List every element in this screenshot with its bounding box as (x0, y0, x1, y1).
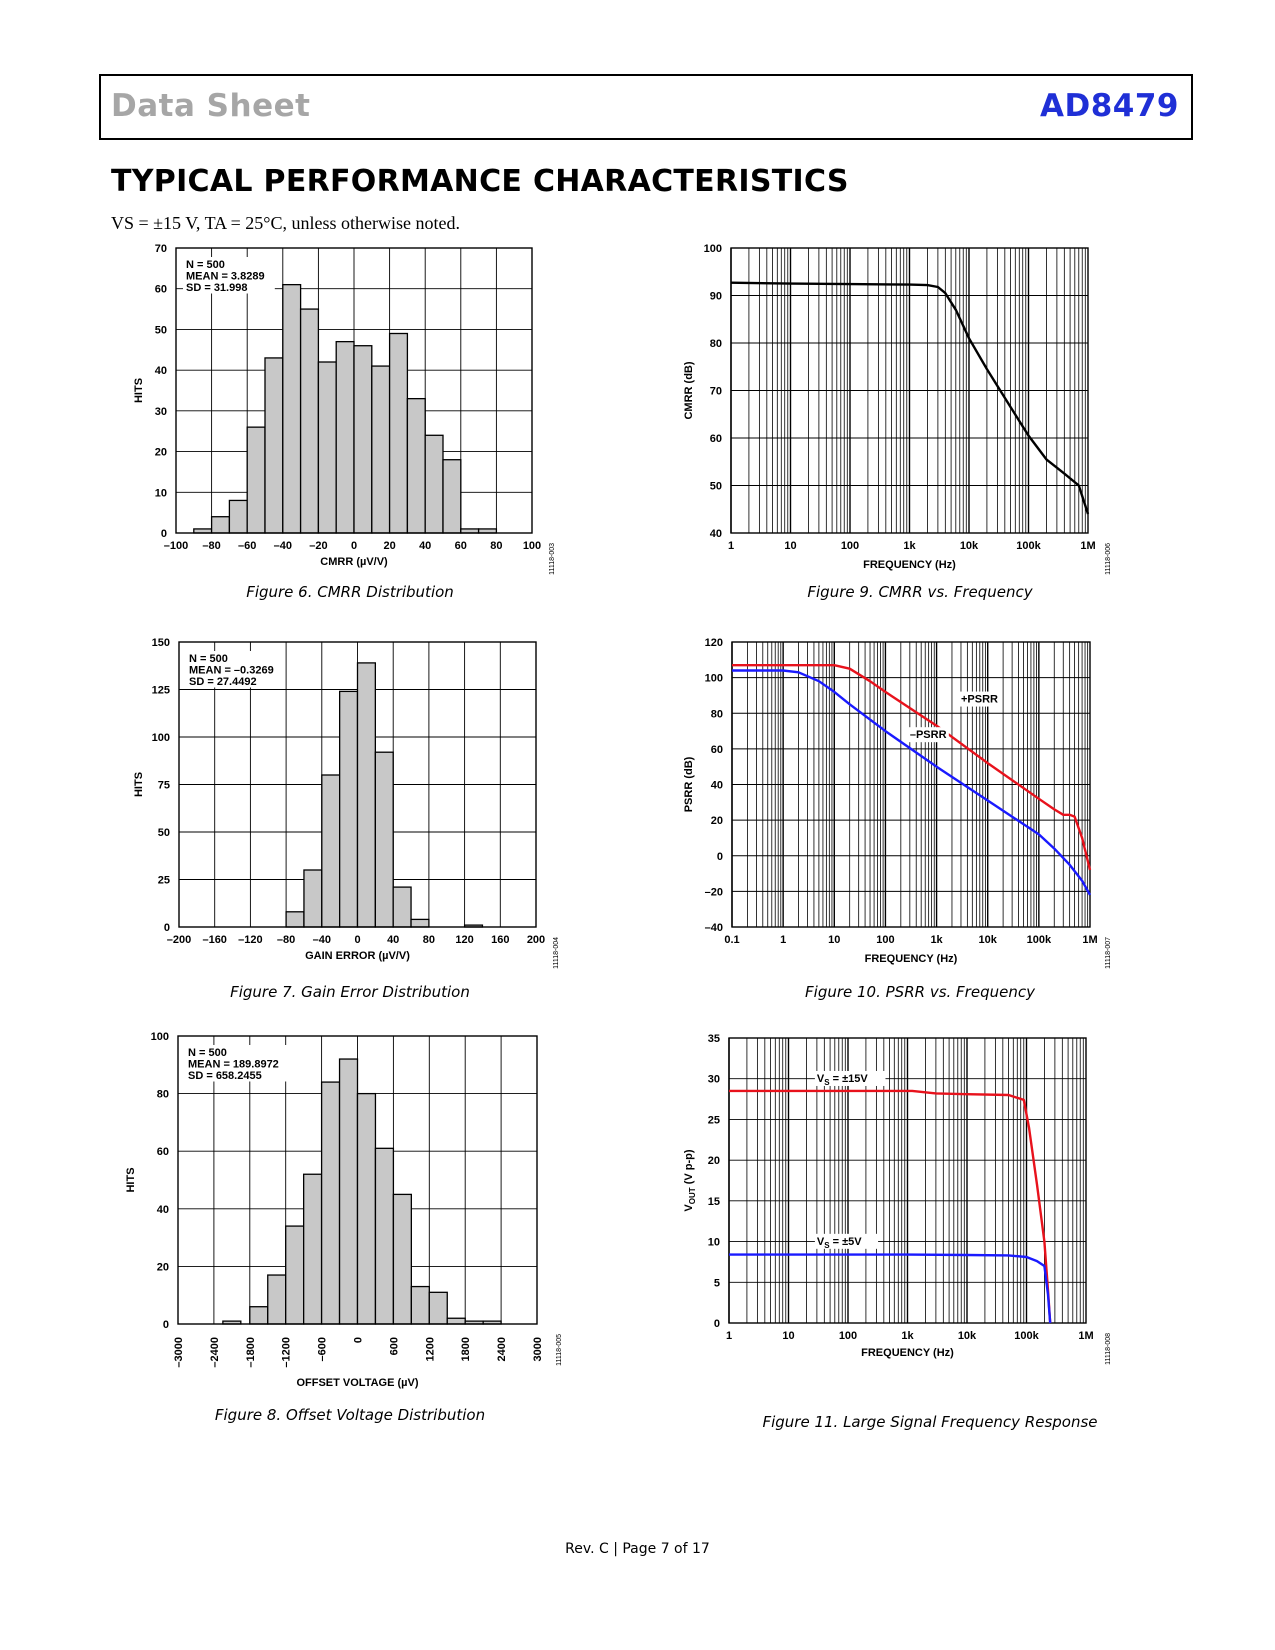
x-axis-label: FREQUENCY (Hz) (864, 953, 958, 965)
x-tick-label: –1800 (244, 1337, 257, 1368)
y-tick-label: 15 (707, 1195, 720, 1208)
bar (340, 691, 358, 927)
x-tick-label: 100 (522, 540, 542, 552)
x-tick-label: 1M (1080, 540, 1096, 552)
bar (375, 1148, 393, 1324)
y-tick-label: 20 (710, 815, 723, 828)
annotation-text: SD = 27.4492 (189, 676, 257, 688)
x-tick-label: 1k (901, 1330, 914, 1342)
x-tick-label: –600 (316, 1337, 329, 1362)
grid-lines (732, 642, 1090, 927)
x-axis-label: FREQUENCY (Hz) (861, 1347, 954, 1359)
y-tick-label: 30 (707, 1073, 720, 1086)
y-tick-label: –20 (704, 886, 723, 899)
y-tick-label: 40 (710, 779, 723, 792)
bar (447, 1318, 465, 1324)
y-tick-label: 35 (707, 1033, 720, 1045)
figure-id: 11118-005 (556, 1334, 563, 1366)
bar (390, 334, 408, 534)
x-tick-label: –3000 (173, 1337, 185, 1368)
bar (265, 358, 283, 533)
bar (322, 775, 340, 927)
chart-gain-error-distribution (130, 634, 570, 974)
bar (322, 1082, 340, 1324)
x-tick-label: 40 (387, 934, 400, 946)
y-tick-label: 10 (707, 1236, 720, 1249)
y-tick-label: 0 (162, 1319, 169, 1331)
x-tick-label: –80 (202, 540, 221, 552)
y-axis-label: $V_{OUT}$ (V p-p) (683, 1149, 697, 1212)
y-tick-label: 50 (157, 827, 170, 839)
y-tick-label: 100 (150, 1031, 169, 1043)
y-tick-label: 60 (156, 1146, 169, 1159)
x-tick-label: 100k (1026, 934, 1052, 946)
chart-large-signal-frequency-response (680, 1030, 1150, 1370)
series-label-plus-psrr: +PSRR (960, 693, 998, 706)
caption-fig9: Figure 9. CMRR vs. Frequency (807, 583, 1033, 601)
x-axis-label: FREQUENCY (Hz) (863, 559, 956, 571)
section-title: TYPICAL PERFORMANCE CHARACTERISTICS (111, 164, 849, 199)
x-axis-label: CMRR (µV/V) (320, 556, 388, 568)
x-tick-label: 100 (838, 1330, 858, 1342)
y-tick-label: 20 (707, 1155, 720, 1168)
annotation-text: MEAN = –0.3269 (189, 664, 274, 677)
y-tick-label: 20 (154, 446, 167, 459)
x-axis-label: GAIN ERROR (µV/V) (305, 950, 410, 962)
figure-id: 11118-008 (1105, 1333, 1112, 1365)
grid-lines (729, 1038, 1086, 1323)
bar (407, 399, 425, 533)
chart-cmrr-vs-frequency (680, 240, 1150, 580)
x-tick-label: 3000 (532, 1337, 544, 1362)
x-tick-label: 1 (725, 1330, 733, 1342)
x-tick-label: 1k (903, 540, 916, 552)
bar (229, 500, 247, 533)
y-tick-label: 20 (156, 1261, 169, 1274)
y-axis-label: PSRR (dB) (683, 756, 695, 813)
x-tick-label: 0 (354, 934, 361, 946)
figure-id: 11118-004 (553, 937, 560, 969)
y-tick-label: 150 (151, 637, 170, 649)
bar (393, 887, 411, 927)
y-tick-label: 60 (154, 283, 167, 296)
x-tick-label: 1 (727, 540, 735, 552)
y-tick-label: 25 (157, 874, 170, 887)
bar (372, 366, 390, 533)
bar (304, 870, 322, 927)
chart-cmrr-distribution (130, 240, 570, 575)
x-tick-label: 10k (957, 1330, 977, 1342)
y-tick-label: 50 (709, 480, 722, 493)
y-tick-label: 30 (154, 405, 167, 418)
x-tick-label: 0 (350, 540, 358, 552)
grid-lines (731, 248, 1088, 533)
x-tick-label: 80 (490, 540, 503, 552)
x-tick-label: 2400 (496, 1337, 509, 1362)
x-axis-label: OFFSET VOLTAGE (µV) (296, 1377, 419, 1389)
annotation-text: N = 500 (189, 653, 228, 665)
figure-id: 11118-007 (1105, 937, 1112, 969)
series-label-minus-psrr: –PSRR (909, 729, 947, 742)
figure-id: 11118-006 (1105, 543, 1112, 575)
bar (411, 1287, 429, 1324)
caption-fig11: Figure 11. Large Signal Frequency Response (762, 1413, 1098, 1431)
x-tick-label: 100 (840, 540, 860, 552)
bar (304, 1174, 322, 1324)
x-tick-label: –200 (166, 934, 192, 946)
y-tick-label: 5 (713, 1277, 720, 1290)
x-tick-label: –60 (238, 540, 257, 552)
header-part-number: AD8479 (1039, 88, 1179, 124)
bars (286, 663, 482, 927)
x-tick-label: 10 (782, 1330, 795, 1342)
y-tick-label: 70 (154, 243, 167, 255)
y-tick-label: 50 (154, 324, 167, 337)
annotation-text: N = 500 (186, 259, 225, 271)
x-tick-label: 160 (491, 934, 510, 946)
y-tick-label: 100 (703, 243, 722, 255)
x-tick-label: 1800 (460, 1337, 473, 1362)
y-tick-label: 100 (151, 732, 170, 744)
page-footer: Rev. C | Page 7 of 17 (565, 1541, 710, 1557)
x-tick-label: 200 (526, 934, 546, 946)
bar (358, 1094, 376, 1324)
y-tick-label: 25 (707, 1114, 720, 1127)
annotation-text: MEAN = 3.8289 (186, 270, 265, 283)
y-tick-label: 60 (709, 433, 722, 445)
x-tick-label: 100k (1016, 540, 1041, 552)
bar (336, 342, 354, 533)
bar (286, 1226, 304, 1324)
bar (283, 285, 301, 533)
y-tick-label: 100 (704, 672, 723, 685)
x-tick-label: 0 (352, 1337, 365, 1344)
series-label-vs5: $V_S = \pm 5V$ (816, 1235, 862, 1250)
bar (286, 912, 304, 927)
x-tick-label: 40 (419, 540, 432, 552)
x-tick-label: –160 (202, 934, 227, 946)
y-tick-label: 0 (716, 850, 723, 863)
figure-id: 11118-003 (549, 543, 556, 575)
y-tick-label: 80 (710, 708, 723, 721)
test-conditions: VS = ±15 V, TA = 25°C, unless otherwise noted. (111, 213, 460, 233)
y-tick-label: 0 (713, 1318, 720, 1330)
page-header (99, 74, 1193, 140)
bars (194, 285, 497, 533)
y-tick-label: 40 (156, 1203, 169, 1216)
bar (268, 1275, 286, 1324)
x-tick-label: –80 (276, 934, 296, 946)
y-tick-label: 0 (160, 528, 167, 540)
y-axis-label: CMRR (dB) (683, 361, 695, 420)
bar (358, 663, 376, 927)
bar (318, 362, 336, 533)
bar (301, 309, 319, 533)
y-tick-label: 10 (154, 487, 167, 500)
chart-offset-voltage-distribution (120, 1028, 580, 1398)
bar (247, 427, 265, 533)
x-tick-label: –40 (312, 934, 331, 946)
x-tick-label: –100 (163, 540, 189, 552)
y-tick-label: 75 (157, 779, 170, 792)
annotation-text: MEAN = 189.8972 (188, 1058, 279, 1071)
x-tick-label: –1200 (280, 1337, 293, 1368)
caption-fig8: Figure 8. Offset Voltage Distribution (214, 1406, 486, 1424)
x-tick-label: 10 (784, 540, 797, 552)
bar (411, 919, 429, 927)
x-tick-label: –120 (238, 934, 263, 946)
x-tick-label: 100k (1014, 1330, 1039, 1342)
y-tick-label: 90 (709, 290, 722, 303)
x-tick-label: 60 (454, 540, 467, 552)
y-tick-label: –40 (704, 922, 723, 934)
y-tick-label: 0 (163, 922, 170, 934)
y-tick-label: 120 (704, 637, 723, 649)
bar (354, 346, 372, 533)
x-tick-label: 10k (959, 540, 979, 552)
y-tick-label: 80 (156, 1088, 169, 1101)
annotation-text: N = 500 (188, 1047, 227, 1059)
y-tick-label: 70 (709, 385, 722, 398)
x-tick-label: 1M (1082, 934, 1098, 946)
caption-fig10: Figure 10. PSRR vs. Frequency (805, 983, 1035, 1001)
x-tick-label: 80 (422, 934, 436, 946)
x-tick-label: 10k (978, 934, 997, 946)
x-tick-label: 20 (383, 540, 396, 552)
x-tick-label: –20 (309, 540, 328, 552)
y-tick-label: 60 (710, 743, 723, 756)
y-tick-label: 40 (154, 365, 167, 378)
bar (340, 1059, 358, 1324)
x-tick-label: 10 (828, 934, 841, 946)
bar (429, 1292, 447, 1324)
x-tick-label: 100 (876, 934, 895, 946)
x-tick-label: 0.1 (724, 934, 740, 946)
annotation-text: SD = 31.998 (186, 282, 248, 294)
caption-fig7: Figure 7. Gain Error Distribution (230, 983, 470, 1001)
bar (250, 1307, 268, 1324)
header-doc-type: Data Sheet (111, 88, 311, 124)
y-axis-label: HITS (133, 771, 145, 798)
x-tick-label: 1200 (424, 1337, 437, 1362)
bar (212, 517, 230, 533)
bar (425, 435, 443, 533)
y-axis-label: HITS (133, 377, 145, 404)
y-axis-label: HITS (125, 1167, 137, 1193)
bars (223, 1059, 501, 1324)
series-label-vs15: $V_S = \pm 15V$ (816, 1072, 868, 1087)
chart-psrr-vs-frequency (680, 634, 1150, 974)
bar (375, 752, 393, 927)
caption-fig6: Figure 6. CMRR Distribution (246, 583, 454, 601)
x-tick-label: 120 (455, 934, 474, 946)
y-tick-label: 40 (709, 528, 722, 540)
x-tick-label: 1 (780, 934, 787, 946)
x-tick-label: –40 (273, 540, 292, 552)
annotation-text: SD = 658.2455 (188, 1070, 262, 1082)
x-tick-label: 1M (1078, 1330, 1094, 1342)
bar (393, 1194, 411, 1324)
y-tick-label: 80 (709, 338, 722, 350)
bar (443, 460, 461, 533)
y-tick-label: 125 (151, 684, 170, 697)
x-tick-label: 1k (930, 934, 943, 946)
x-tick-label: –2400 (208, 1337, 221, 1368)
x-tick-label: 600 (388, 1337, 401, 1356)
